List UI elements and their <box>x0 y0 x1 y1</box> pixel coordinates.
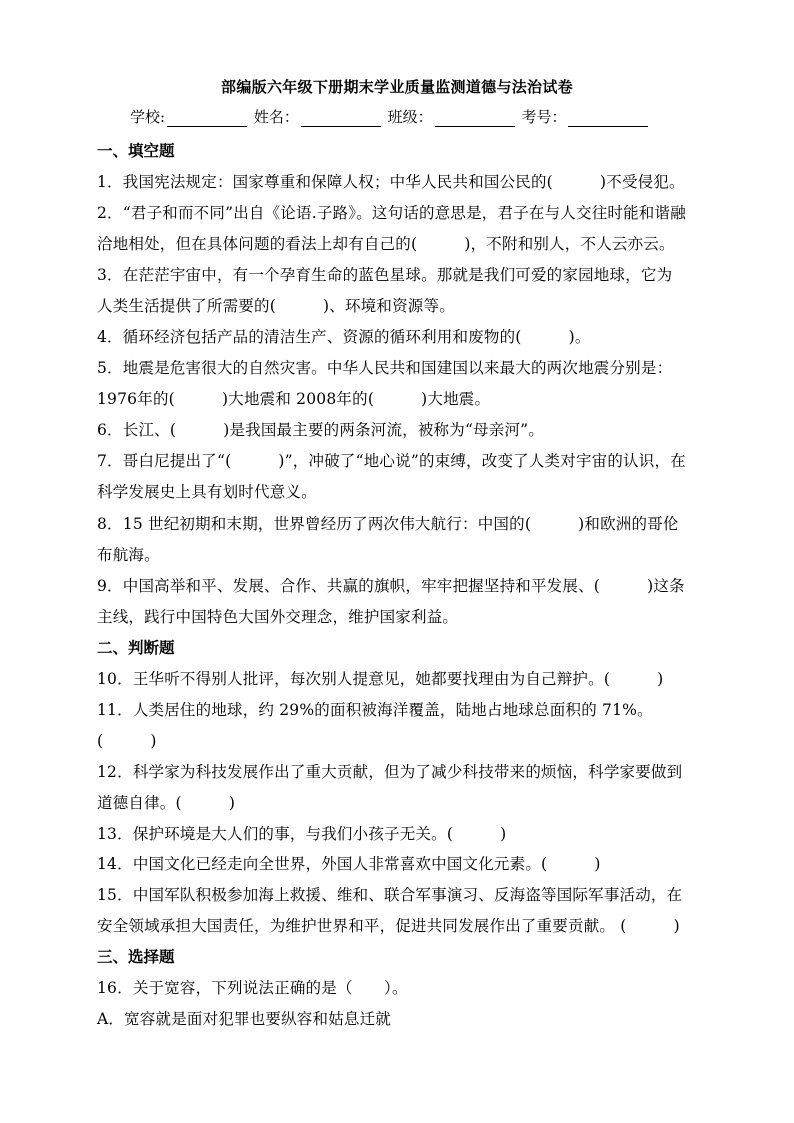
question-line: 道德自律。( ) <box>97 794 236 812</box>
section-multiple-choice: 三、选择题 <box>97 947 175 966</box>
question-line: 2．“君子和而不同”出自《论语.子路》。这句话的意思是，君子在与人交往时能和谐融 <box>97 204 686 222</box>
question-line: 13．保护环境是大人们的事，与我们小孩子无关。( ) <box>97 825 507 843</box>
question-line: 5．地震是危害很大的自然灾害。中华人民共和国建国以来最大的两次地震分别是： <box>97 359 673 377</box>
number-label: 考号： <box>521 108 567 126</box>
question-line: 人类生活提供了所需要的( )、环境和资源等。 <box>97 297 455 315</box>
answer-option: A．宽容就是面对犯罪也要纵容和姑息迁就 <box>97 1010 391 1028</box>
number-blank[interactable] <box>568 111 648 127</box>
question-line: 16．关于宽容，下列说法正确的是（ ）。 <box>97 979 408 997</box>
question-line: 布航海。 <box>97 546 160 564</box>
question-line: 1．我国宪法规定：国家尊重和保障人权；中华人民共和国公民的( )不受侵犯。 <box>97 173 685 191</box>
school-blank[interactable] <box>167 111 247 127</box>
question-line: 12．科学家为科技发展作出了重大贡献，但为了减少科技带来的烦恼，科学家要做到 <box>97 763 683 781</box>
student-info-row <box>130 106 650 127</box>
question-line: 10．王华听不得别人批评，每次别人提意见，她都要找理由为自己辩护。( ) <box>97 670 664 688</box>
name-label: 姓名： <box>253 108 299 126</box>
section-true-false: 二、判断题 <box>97 638 175 657</box>
question-line: 8．15 世纪初期和末期，世界曾经历了两次伟大航行：中国的( )和欧洲的哥伦 <box>97 515 679 533</box>
question-line: 安全领域承担大国责任，为维护世界和平，促进共同发展作出了重要贡献。 ( ) <box>97 917 680 935</box>
class-blank[interactable] <box>435 111 515 127</box>
question-line: 9．中国高举和平、发展、合作、共赢的旗帜，牢牢把握坚持和平发展、( )这条 <box>97 577 685 595</box>
question-line: 11．人类居住的地球，约 29%的面积被海洋覆盖，陆地占地球总面积的 71%。 <box>97 701 653 719</box>
name-blank[interactable] <box>301 111 381 127</box>
question-line: ( ) <box>97 732 157 750</box>
school-label: 学校: <box>130 108 166 126</box>
question-line: 15．中国军队积极参加海上救援、维和、联合军事演习、反海盗等国际军事活动，在 <box>97 886 683 904</box>
class-label: 班级： <box>387 108 433 126</box>
question-line: 4．循环经济包括产品的清洁生产、资源的循环利用和废物的( )。 <box>97 328 591 346</box>
question-line: 主线，践行中国特色大国外交理念，维护国家利益。 <box>97 608 459 626</box>
question-line: 科学发展史上具有划时代意义。 <box>97 483 317 501</box>
question-line: 3．在茫茫宇宙中，有一个孕育生命的蓝色星球。那就是我们可爱的家园地球，它为 <box>97 266 673 284</box>
question-line: 6．长江、( )是我国最主要的两条河流，被称为“母亲河”。 <box>97 421 545 439</box>
question-line: 7．哥白尼提出了“( )”，冲破了“地心说”的束缚，改变了人类对宇宙的认识，在 <box>97 452 686 470</box>
question-line: 洽地相处，但在具体问题的看法上却有自己的( )，不附和别人，不人云亦云。 <box>97 235 675 253</box>
question-line: 14．中国文化已经走向全世界，外国人非常喜欢中国文化元素。( ) <box>97 855 601 873</box>
section-fill-in: 一、填空题 <box>97 141 175 160</box>
question-line: 1976年的( )大地震和 2008年的( )大地震。 <box>97 390 491 408</box>
exam-title: 部编版六年级下册期末学业质量监测道德与法治试卷 <box>221 78 573 96</box>
